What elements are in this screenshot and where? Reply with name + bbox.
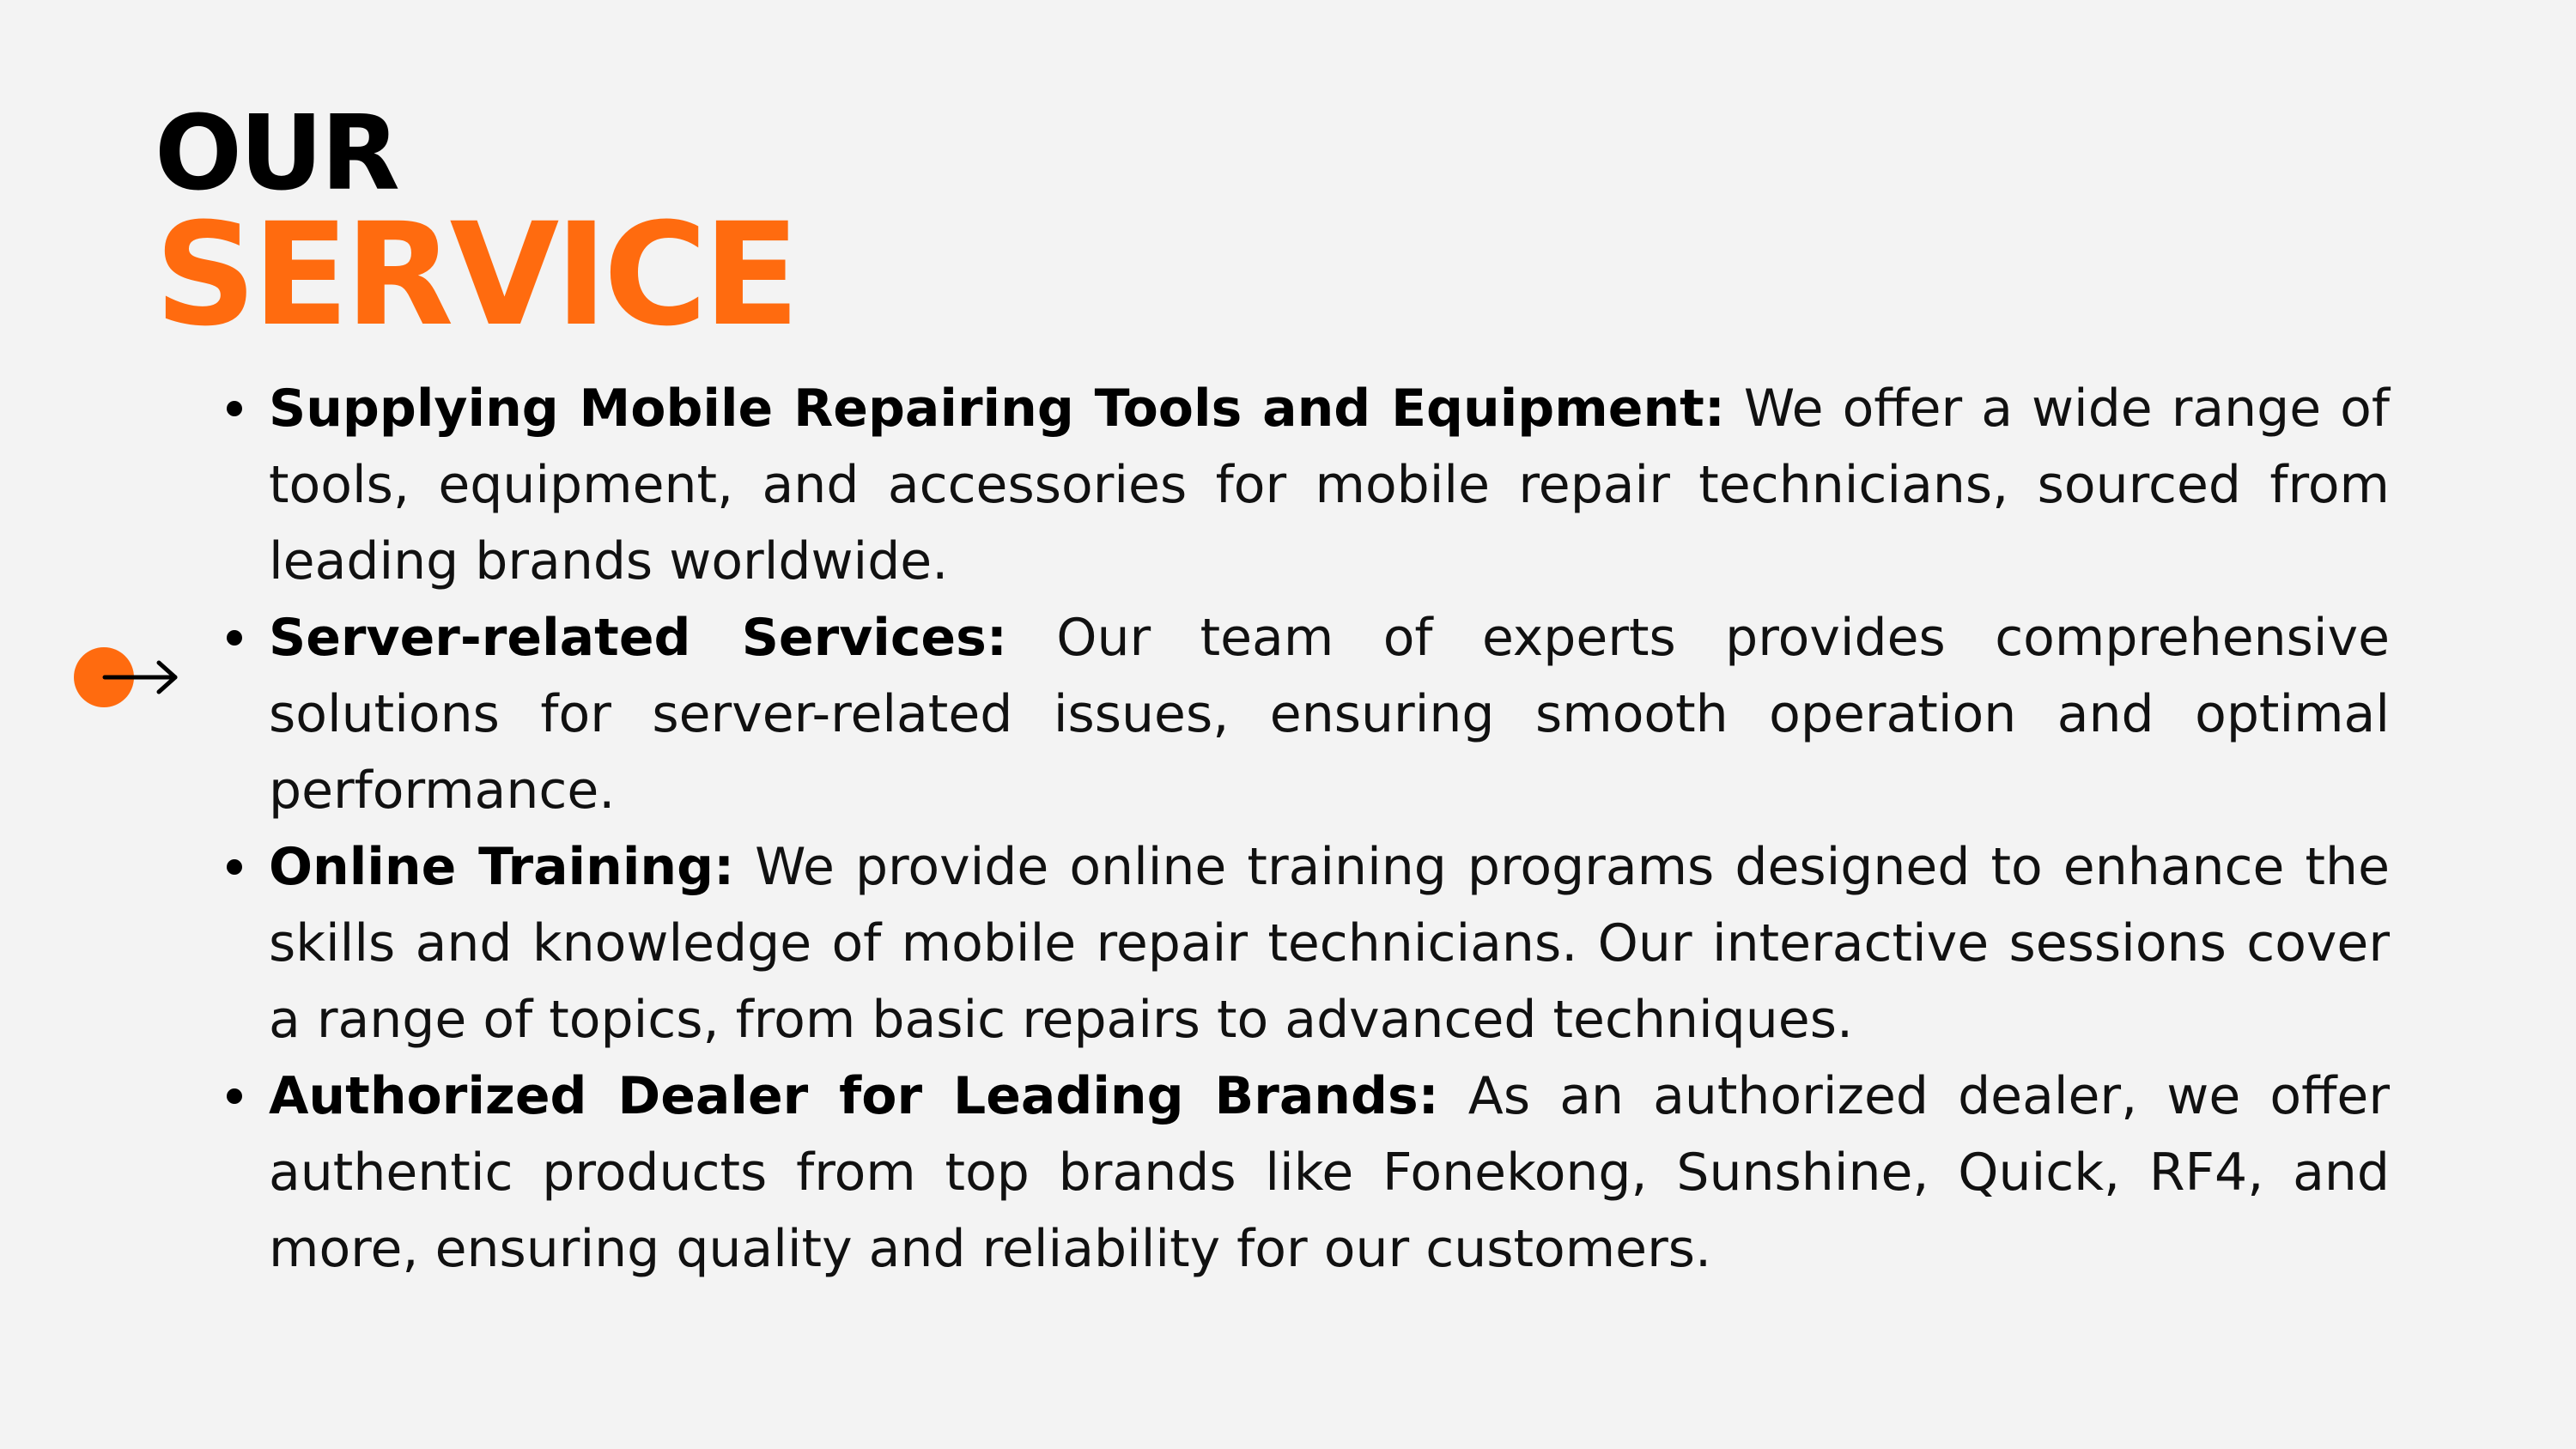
title-our: OUR xyxy=(155,94,398,214)
service-item-tools xyxy=(269,371,2390,600)
service-item-dealer xyxy=(269,1058,2390,1288)
service-description: As an authorized dealer, we offer authentic products from top brands like Fonekong, Sunshine, Quick, RF4, and more, ensuring quality and reliability for our customers. xyxy=(269,1066,2390,1279)
services-list xyxy=(222,371,2390,1288)
service-title: Server-related Services: xyxy=(269,608,1007,668)
title-service: SERVICE xyxy=(155,192,796,357)
service-item-server xyxy=(269,600,2390,829)
service-description: Our team of experts provides comprehensive solutions for server-related issues, ensuring smooth operation and optimal performance. xyxy=(269,608,2391,821)
service-title: Online Training: xyxy=(269,837,735,897)
service-description: We provide online training programs designed to enhance the skills and knowledge of mobile repair technicians. Our interactive sessions cover a range of topics, from basic repairs to advanced techniques. xyxy=(269,837,2390,1050)
service-title: Supplying Mobile Repairing Tools and Equipment: xyxy=(269,379,1725,439)
page-title xyxy=(155,94,796,357)
service-item-training xyxy=(269,829,2390,1058)
service-description: We offer a wide range of tools, equipment, and accessories for mobile repair technicians, sourced from leading brands worldwide. xyxy=(269,379,2391,591)
service-title: Authorized Dealer for Leading Brands: xyxy=(269,1066,1439,1126)
arrow-marker xyxy=(74,647,180,707)
